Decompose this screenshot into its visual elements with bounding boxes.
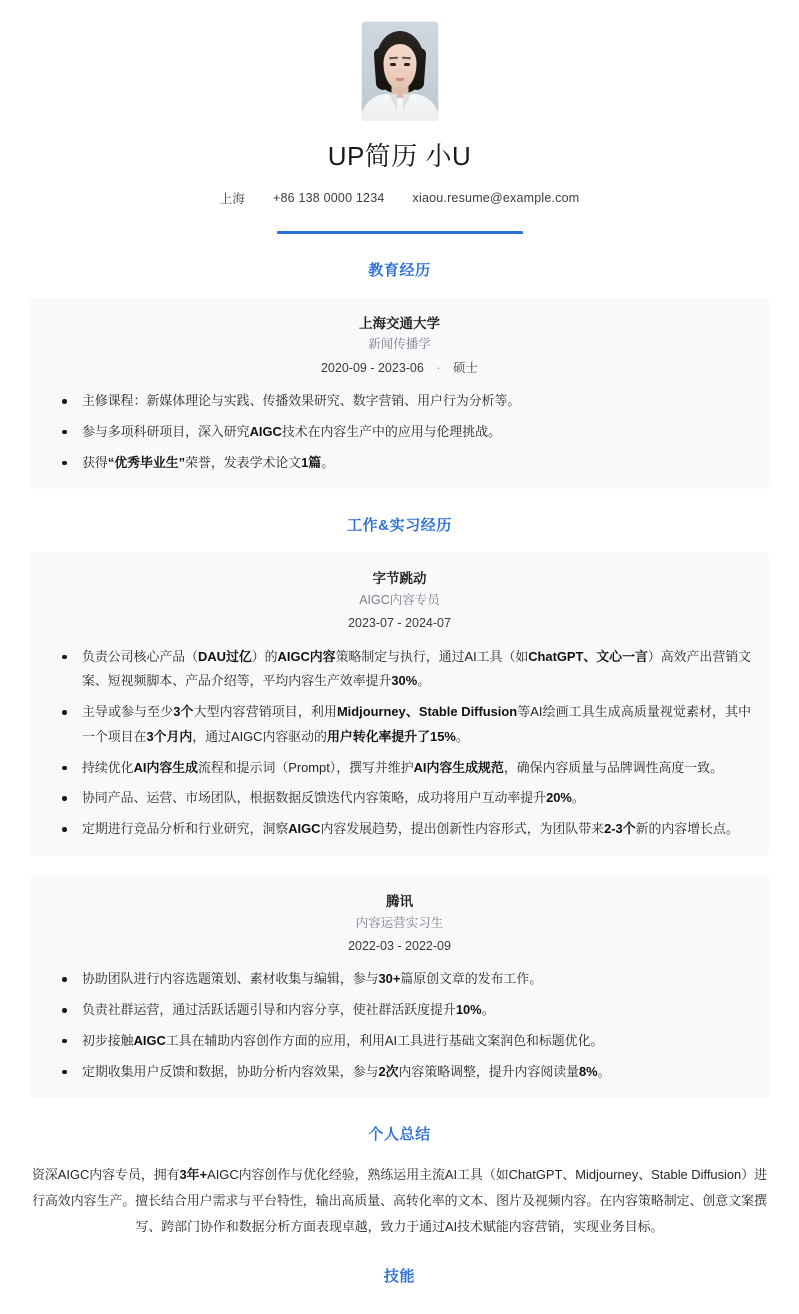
emphasis-text: “优秀毕业生” — [107, 454, 186, 470]
education-date: 2020-09 - 2023-06 — [320, 360, 424, 375]
work-entry-card-tencent — [30, 876, 769, 1098]
body-text: 协同产品、运营、市场团队，根据数据反馈迭代内容策略，成功将用户互动率提升 — [82, 790, 547, 806]
emphasis-text: 20% — [546, 790, 572, 806]
section-education — [0, 259, 799, 490]
body-text: 工具在辅助内容创作方面的应用，利用AI工具进行基础文案润色和标题优化。 — [165, 1032, 604, 1048]
section-title-skills: 技能 — [383, 1267, 416, 1285]
body-text: 荣誉，发表学术论文 — [185, 454, 302, 470]
section-work — [0, 514, 799, 1098]
body-text: ）高效产出营销文案、短视频脚本、产品介绍等，平均内容生产效率提升 — [82, 648, 751, 689]
summary-paragraph — [30, 1162, 769, 1239]
body-text: 获得 — [82, 454, 108, 470]
body-text: 参与多项科研项目，深入研究 — [82, 423, 250, 439]
education-separator: · — [436, 360, 441, 375]
body-text: 定期收集用户反馈和数据，协助分析内容效果，参与 — [82, 1063, 379, 1079]
body-text: 主导或参与至少 — [82, 704, 174, 720]
body-text: 内容策略调整，提升内容阅读量 — [398, 1063, 580, 1079]
body-text: 协助团队进行内容选题策划、素材收集与编辑，参与 — [82, 971, 379, 987]
emphasis-text: AIGC — [133, 1032, 166, 1048]
emphasis-text: 1篇 — [301, 454, 322, 470]
emphasis-text: AIGC — [288, 821, 321, 837]
body-text: 持续优化 — [82, 759, 134, 775]
list-item — [44, 786, 751, 811]
avatar-face — [383, 44, 416, 89]
body-text: 策略制定与执行，通过AI工具（如 — [335, 648, 529, 664]
list-item — [44, 451, 751, 476]
body-text: AIGC内容创作与优化经验，熟练运用主流AI工具（如ChatGPT、Midjourney、Stable Diffusion）进行高效内容生产。擅长结合用户需求与平台特性，输出高质量、高转化率的文本、图片及视频内容。在内容策略制定、创意文案撰写、跨部门协作和数据分析方面表现卓越，致力于通过AI技术赋能内容营销，实现业务目标。 — [32, 1167, 768, 1234]
list-item — [44, 1060, 751, 1085]
body-text: 流程和提示词（Prompt），撰写并维护 — [198, 759, 414, 775]
emphasis-text: AI内容生成规范 — [413, 759, 504, 775]
emphasis-text: 3年+ — [179, 1167, 208, 1183]
body-text: 篇原创文章的发布工作。 — [400, 971, 543, 987]
list-item — [44, 700, 751, 750]
body-text: 等AI绘画工具生成高质量视觉素材，其中一个项目在 — [82, 704, 751, 744]
section-title-education: 教育经历 — [368, 261, 431, 279]
body-text: 定期进行竞品分析和行业研究，洞察 — [82, 821, 289, 837]
education-degree: 硕士 — [452, 360, 478, 375]
body-text: 。 — [455, 728, 469, 744]
emphasis-text: Midjourney、Stable Diffusion — [336, 704, 518, 720]
emphasis-text: 用户转化率提升了15% — [326, 728, 456, 744]
body-text: 技术在内容生产中的应用与伦理挑战。 — [281, 423, 501, 439]
emphasis-text: 3个 — [173, 704, 194, 720]
avatar-eye-left — [390, 63, 396, 66]
contact-phone: +86 138 0000 1234 — [273, 191, 385, 206]
education-bullet-list — [30, 389, 769, 475]
contact-location: 上海 — [219, 192, 246, 207]
contact-row — [0, 189, 799, 207]
body-text: 。 — [597, 1063, 611, 1079]
work-date-tencent: 2022-03 - 2022-09 — [348, 938, 451, 953]
emphasis-text: ChatGPT、文心一言 — [528, 648, 648, 664]
body-text: 。 — [417, 673, 431, 689]
emphasis-text: 30+ — [378, 971, 401, 987]
list-item — [44, 420, 751, 445]
education-school: 上海交通大学 — [359, 315, 440, 331]
work-entry-card-bytedance — [30, 553, 769, 856]
body-text: 大型内容营销项目，利用 — [193, 704, 337, 720]
list-item — [44, 756, 751, 781]
list-item — [44, 817, 751, 842]
body-text: 。 — [571, 790, 585, 806]
emphasis-text: 10% — [455, 1002, 482, 1018]
page-bottom-spacer — [0, 1304, 799, 1314]
body-text: 主修课程：新媒体理论与实践、传播效果研究、数字营销、用户行为分析等。 — [82, 393, 521, 408]
header-divider — [277, 231, 523, 234]
resume-header — [0, 0, 799, 234]
work-entry-head-tencent — [30, 892, 769, 957]
work-date-bytedance: 2023-07 - 2024-07 — [348, 616, 451, 631]
emphasis-text: 30% — [391, 673, 418, 689]
body-text: 资深AIGC内容专员，拥有 — [31, 1167, 180, 1183]
emphasis-text: 8% — [579, 1063, 598, 1079]
body-text: ）的 — [251, 648, 278, 664]
emphasis-text: DAU过亿 — [198, 648, 252, 664]
page-title: UP简历 小U — [327, 141, 472, 171]
list-item — [44, 967, 751, 992]
body-text: ，通过AIGC内容驱动的 — [192, 728, 327, 744]
body-text: 负责社群运营，通过活跃话题引导和内容分享，使社群活跃度提升 — [82, 1002, 456, 1018]
emphasis-text: 2次 — [378, 1063, 399, 1079]
list-item — [44, 1029, 751, 1054]
education-entry-card — [30, 298, 769, 490]
work-bullet-list-bytedance — [30, 645, 769, 842]
body-text: 。 — [321, 454, 335, 470]
work-bullet-list-tencent — [30, 967, 769, 1084]
list-item — [44, 645, 751, 695]
work-company-tencent: 腾讯 — [386, 893, 413, 909]
emphasis-text: AIGC — [249, 423, 282, 439]
emphasis-text: AIGC内容 — [277, 648, 336, 664]
body-text: 负责公司核心产品（ — [82, 648, 199, 664]
work-entry-head-bytedance — [30, 569, 769, 634]
contact-email: xiaou.resume@example.com — [412, 191, 580, 206]
list-item — [44, 998, 751, 1023]
avatar-eye-right — [404, 63, 410, 66]
section-title-summary: 个人总结 — [368, 1126, 431, 1144]
avatar-collar-left — [389, 94, 397, 112]
emphasis-text: 3个月内 — [146, 728, 193, 744]
section-title-work: 工作&实习经历 — [346, 517, 453, 535]
list-item — [44, 389, 751, 414]
body-text: ，确保内容质量与品牌调性高度一致。 — [503, 759, 723, 775]
work-company-bytedance: 字节跳动 — [372, 571, 427, 587]
section-skills — [0, 1265, 799, 1286]
body-text: 初步接触 — [82, 1032, 134, 1048]
work-role-bytedance: AIGC内容专员 — [359, 592, 440, 607]
emphasis-text: AI内容生成 — [133, 759, 199, 775]
education-entry-head — [30, 314, 769, 379]
education-meta — [30, 357, 769, 380]
body-text: 新的内容增长点。 — [635, 821, 739, 837]
emphasis-text: 2-3个 — [604, 821, 636, 837]
education-major: 新闻传播学 — [368, 337, 431, 352]
body-text: 。 — [481, 1002, 495, 1018]
body-text: 内容发展趋势，提出创新性内容形式，为团队带来 — [320, 821, 605, 837]
work-role-tencent: 内容运营实习生 — [355, 915, 444, 930]
avatar — [362, 22, 438, 120]
section-summary — [0, 1123, 799, 1239]
avatar-collar-right — [403, 94, 411, 112]
